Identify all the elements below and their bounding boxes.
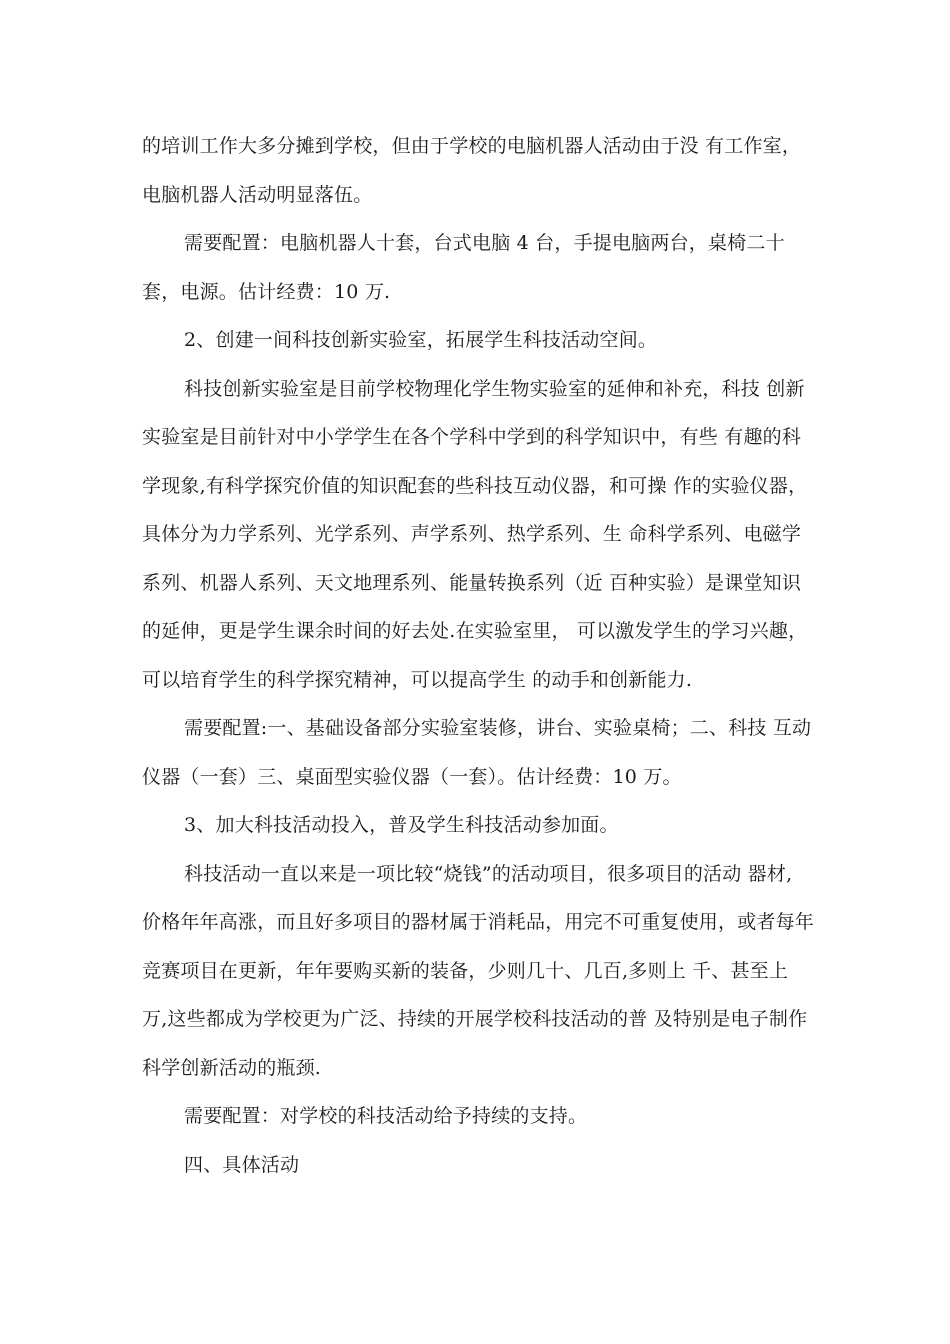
text-line: 电脑机器人活动明显落伍。 xyxy=(142,183,373,206)
text-line: 价格年年高涨，而且好多项目的器材属于消耗品，用完不可重复使用，或者每年 xyxy=(142,911,815,933)
section-heading: 四、具体活动 xyxy=(184,1153,300,1176)
section-heading: 2、创建一间科技创新实验室，拓展学生科技活动空间。 xyxy=(184,329,658,351)
paragraph-start-line: 需要配置：对学校的科技活动给予持续的支持。 xyxy=(184,1105,588,1127)
document-body xyxy=(142,122,822,1189)
text-line: 系列、机器人系列、天文地理系列、能量转换系列（近 百种实验）是课堂知识 xyxy=(142,571,802,594)
text-line: 仪器（一套）三、桌面型实验仪器（一套）。估计经费：10 万。 xyxy=(142,765,682,788)
text-line: 的延伸，更是学生课余时间的好去处.在实验室里， 可以激发学生的学习兴趣， xyxy=(142,620,808,642)
text-line: 万,这些都成为学校更为广泛、持续的开展学校科技活动的普 及特别是电子制作 xyxy=(142,1008,808,1030)
text-line: 具体分为力学系列、光学系列、声学系列、热学系列、生 命科学系列、电磁学 xyxy=(142,523,802,545)
text-line: 的培训工作大多分摊到学校，但由于学校的电脑机器人活动由于没 有工作室， xyxy=(142,135,802,157)
section-heading: 3、加大科技活动投入，普及学生科技活动参加面。 xyxy=(184,814,619,836)
text-line: 套，电源。估计经费：10 万. xyxy=(142,280,391,303)
text-line: 实验室是目前针对中小学学生在各个学科中学到的科学知识中，有些 有趣的科 xyxy=(142,426,802,448)
paragraph-start-line: 科技创新实验室是目前学校物理化学生物实验室的延伸和补充，科技 创新 xyxy=(184,377,805,400)
text-line: 学现象,有科学探究价值的知识配套的些科技互动仪器，和可操 作的实验仪器， xyxy=(142,474,808,497)
paragraph-start-line: 需要配置:一、基础设备部分实验室装修，讲台、实验桌椅；二、科技 互动 xyxy=(184,717,812,739)
paragraph-start-line: 科技活动一直以来是一项比较“烧钱”的活动项目，很多项目的活动 器材, xyxy=(184,862,793,885)
text-line: 竞赛项目在更新，年年要购买新的装备，少则几十、几百,多则上 千、甚至上 xyxy=(142,959,789,982)
paragraph-start-line: 需要配置：电脑机器人十套，台式电脑 4 台，手提电脑两台，桌椅二十 xyxy=(184,232,785,254)
text-line: 科学创新活动的瓶颈. xyxy=(142,1056,322,1079)
text-line: 可以培育学生的科学探究精神，可以提高学生 的动手和创新能力. xyxy=(142,668,693,691)
